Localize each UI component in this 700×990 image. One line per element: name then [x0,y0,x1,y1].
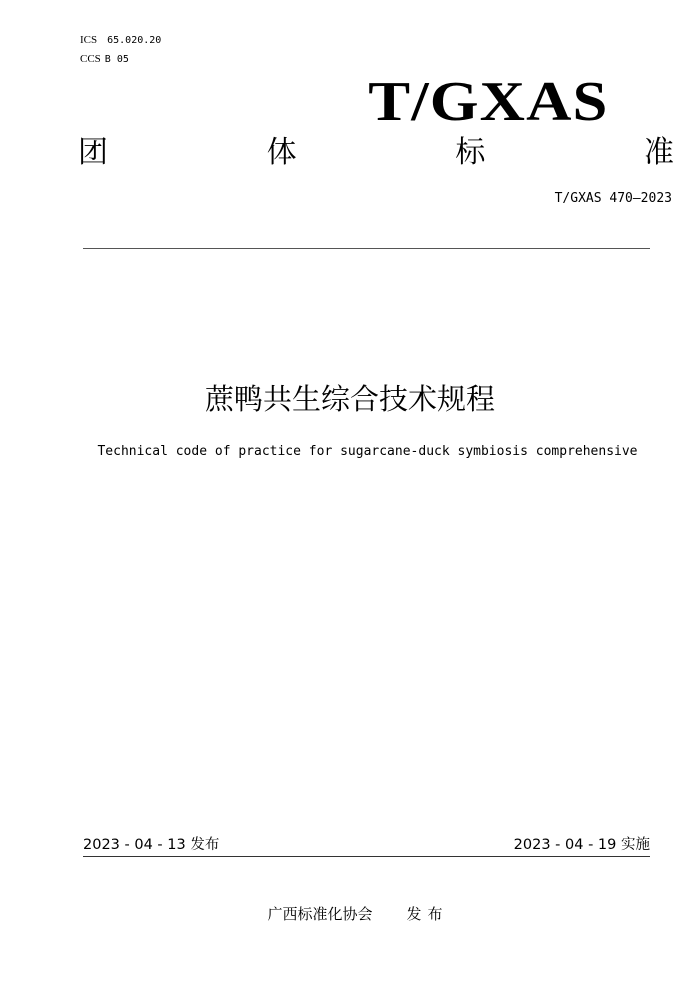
bottom-divider [83,856,650,857]
title-english: Technical code of practice for sugarcane-duck symbiosis comprehensive [97,444,638,459]
brand-logo-text: T/GXAS [367,71,608,133]
ics-label: ICS [80,34,98,46]
standard-number: T/GXAS 470—2023 [554,191,672,206]
publisher-action: 发布 [406,905,449,923]
standard-type-char: 团 [78,135,108,170]
implementation-date: 2023 - 04 - 19 实施 [513,837,650,853]
publisher-name: 广西标准化协会 [267,905,373,923]
standard-type-char: 体 [266,135,297,170]
issue-date: 2023 - 04 - 13 发布 [83,837,220,853]
publisher [0,904,700,924]
standard-type-char: 标 [455,135,486,170]
top-divider [83,248,650,249]
standard-type-char: 准 [643,135,674,170]
ics-classification [80,34,161,47]
standard-type [78,135,674,171]
ccs-code: B 05 [104,54,129,65]
title-chinese: 蔗鸭共生综合技术规程 [204,382,495,416]
ccs-label: CCS [80,53,101,65]
ics-code: 65.020.20 [107,35,162,46]
ccs-classification [80,53,129,66]
